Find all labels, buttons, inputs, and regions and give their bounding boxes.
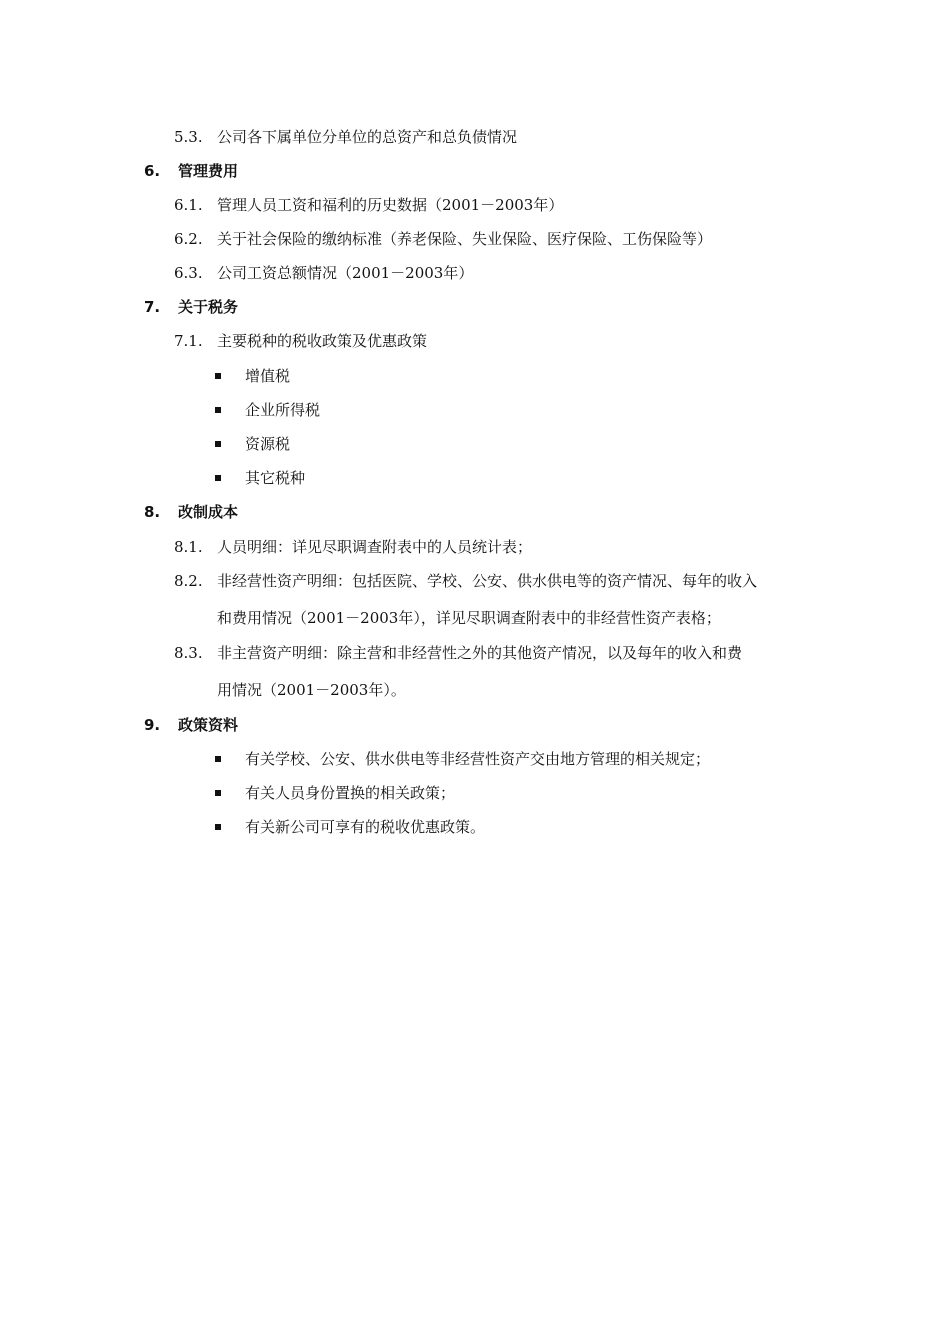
bullet-text: 增值税 (245, 367, 291, 385)
item-number: 8.3. (174, 644, 203, 662)
item-number: 6.3. (174, 264, 203, 282)
bullet-icon (215, 407, 221, 413)
item-text: 管理人员工资和福利的历史数据（2001－2003年） (217, 196, 564, 214)
bullet-text: 有关学校、公安、供水供电等非经营性资产交由地方管理的相关规定； (245, 750, 711, 768)
item-number: 6.1. (174, 196, 203, 214)
bullet-text: 其它税种 (245, 469, 306, 487)
section-title: 政策资料 (178, 716, 239, 734)
bullet-text: 有关新公司可享有的税收优惠政策。 (245, 818, 486, 836)
item-number: 5.3. (174, 128, 203, 146)
bullet-text: 资源税 (245, 435, 291, 453)
bullet-icon (215, 441, 221, 447)
item-text: 非经营性资产明细：包括医院、学校、公安、供水供电等的资产情况、每年的收入 (217, 572, 758, 590)
bullet-icon (215, 373, 221, 379)
bullet-icon (215, 475, 221, 481)
item-number: 7.1. (174, 332, 203, 350)
item-text: 关于社会保险的缴纳标准（养老保险、失业保险、医疗保险、工伤保险等） (217, 230, 713, 248)
section-number: 7. (144, 298, 161, 316)
section-title: 管理费用 (178, 162, 239, 180)
bullet-text: 有关人员身份置换的相关政策； (245, 784, 456, 802)
item-number: 8.2. (174, 572, 203, 590)
section-title: 改制成本 (178, 503, 239, 521)
item-text: 非主营资产明细：除主营和非经营性之外的其他资产情况，以及每年的收入和费 (217, 644, 743, 662)
item-text: 人员明细：详见尽职调查附表中的人员统计表； (217, 538, 533, 556)
bullet-icon (215, 756, 221, 762)
item-text: 公司工资总额情况（2001－2003年） (217, 264, 474, 282)
section-title: 关于税务 (178, 298, 239, 316)
bullet-text: 企业所得税 (245, 401, 321, 419)
item-text-continuation: 用情况（2001－2003年）。 (217, 681, 406, 699)
item-text: 主要税种的税收政策及优惠政策 (217, 332, 428, 350)
section-number: 8. (144, 503, 161, 521)
section-number: 9. (144, 716, 161, 734)
item-text: 公司各下属单位分单位的总资产和总负债情况 (217, 128, 518, 146)
item-number: 8.1. (174, 538, 203, 556)
bullet-icon (215, 824, 221, 830)
item-text-continuation: 和费用情况（2001－2003年），详见尽职调查附表中的非经营性资产表格； (217, 609, 721, 627)
bullet-icon (215, 790, 221, 796)
item-number: 6.2. (174, 230, 203, 248)
section-number: 6. (144, 162, 161, 180)
